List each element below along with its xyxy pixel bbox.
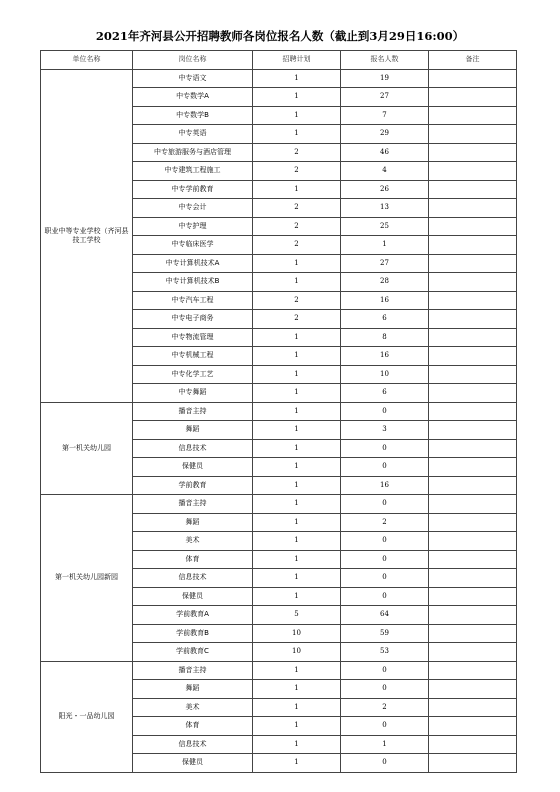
plan-count-cell: 5	[253, 606, 341, 625]
post-name-cell: 中专机械工程	[133, 347, 253, 366]
plan-count-cell: 2	[253, 236, 341, 255]
plan-count-cell: 1	[253, 347, 341, 366]
registration-count-cell: 0	[341, 754, 429, 773]
post-name-cell: 播音主持	[133, 495, 253, 514]
note-cell	[429, 587, 517, 606]
registration-count-cell: 59	[341, 624, 429, 643]
table-row	[41, 402, 517, 421]
note-cell	[429, 328, 517, 347]
post-name-cell: 体育	[133, 550, 253, 569]
note-cell	[429, 88, 517, 107]
header-note: 备注	[429, 51, 517, 70]
note-cell	[429, 217, 517, 236]
registration-count-cell: 16	[341, 347, 429, 366]
note-cell	[429, 717, 517, 736]
unit-name-cell: 第一机关幼儿园新园	[41, 495, 133, 662]
plan-count-cell: 1	[253, 365, 341, 384]
plan-count-cell: 1	[253, 69, 341, 88]
note-cell	[429, 606, 517, 625]
note-cell	[429, 661, 517, 680]
header-unit: 单位名称	[41, 51, 133, 70]
registration-count-cell: 6	[341, 384, 429, 403]
plan-count-cell: 1	[253, 495, 341, 514]
post-name-cell: 舞蹈	[133, 680, 253, 699]
plan-count-cell: 1	[253, 476, 341, 495]
registration-count-cell: 0	[341, 532, 429, 551]
registration-table	[40, 50, 517, 773]
note-cell	[429, 69, 517, 88]
plan-count-cell: 1	[253, 125, 341, 144]
registration-count-cell: 8	[341, 328, 429, 347]
plan-count-cell: 1	[253, 754, 341, 773]
registration-count-cell: 3	[341, 421, 429, 440]
note-cell	[429, 624, 517, 643]
unit-name-cell: 阳光・一品幼儿园	[41, 661, 133, 772]
registration-count-cell: 1	[341, 735, 429, 754]
plan-count-cell: 1	[253, 550, 341, 569]
header-count: 报名人数	[341, 51, 429, 70]
note-cell	[429, 347, 517, 366]
registration-count-cell: 0	[341, 661, 429, 680]
unit-name-cell: 职业中等专业学校（齐河县技工学校	[41, 69, 133, 402]
note-cell	[429, 106, 517, 125]
post-name-cell: 中专汽车工程	[133, 291, 253, 310]
registration-count-cell: 2	[341, 513, 429, 532]
registration-count-cell: 27	[341, 88, 429, 107]
table-row	[41, 495, 517, 514]
post-name-cell: 中专化学工艺	[133, 365, 253, 384]
post-name-cell: 美术	[133, 532, 253, 551]
post-name-cell: 中专临床医学	[133, 236, 253, 255]
header-plan: 招聘计划	[253, 51, 341, 70]
registration-count-cell: 28	[341, 273, 429, 292]
registration-count-cell: 7	[341, 106, 429, 125]
plan-count-cell: 2	[253, 291, 341, 310]
note-cell	[429, 643, 517, 662]
registration-count-cell: 0	[341, 439, 429, 458]
plan-count-cell: 2	[253, 162, 341, 181]
note-cell	[429, 365, 517, 384]
post-name-cell: 学前教育B	[133, 624, 253, 643]
note-cell	[429, 291, 517, 310]
note-cell	[429, 199, 517, 218]
plan-count-cell: 2	[253, 143, 341, 162]
note-cell	[429, 384, 517, 403]
registration-count-cell: 53	[341, 643, 429, 662]
registration-count-cell: 29	[341, 125, 429, 144]
post-name-cell: 学前教育C	[133, 643, 253, 662]
registration-count-cell: 1	[341, 236, 429, 255]
plan-count-cell: 2	[253, 310, 341, 329]
note-cell	[429, 236, 517, 255]
note-cell	[429, 532, 517, 551]
registration-count-cell: 2	[341, 698, 429, 717]
post-name-cell: 学前教育	[133, 476, 253, 495]
post-name-cell: 中专数学A	[133, 88, 253, 107]
note-cell	[429, 421, 517, 440]
note-cell	[429, 550, 517, 569]
note-cell	[429, 439, 517, 458]
note-cell	[429, 273, 517, 292]
registration-count-cell: 0	[341, 569, 429, 588]
registration-count-cell: 4	[341, 162, 429, 181]
plan-count-cell: 1	[253, 569, 341, 588]
registration-count-cell: 0	[341, 402, 429, 421]
plan-count-cell: 1	[253, 88, 341, 107]
post-name-cell: 信息技术	[133, 569, 253, 588]
note-cell	[429, 680, 517, 699]
plan-count-cell: 2	[253, 199, 341, 218]
post-name-cell: 中专旅游服务与酒店管理	[133, 143, 253, 162]
post-name-cell: 舞蹈	[133, 513, 253, 532]
plan-count-cell: 10	[253, 624, 341, 643]
note-cell	[429, 310, 517, 329]
post-name-cell: 信息技术	[133, 439, 253, 458]
note-cell	[429, 476, 517, 495]
note-cell	[429, 569, 517, 588]
plan-count-cell: 1	[253, 532, 341, 551]
post-name-cell: 舞蹈	[133, 421, 253, 440]
plan-count-cell: 1	[253, 402, 341, 421]
plan-count-cell: 1	[253, 254, 341, 273]
post-name-cell: 保健员	[133, 754, 253, 773]
post-name-cell: 播音主持	[133, 661, 253, 680]
plan-count-cell: 1	[253, 680, 341, 699]
page-title: 2021年齐河县公开招聘教师各岗位报名人数（截止到3月29日16:00）	[95, 29, 465, 43]
post-name-cell: 中专英语	[133, 125, 253, 144]
note-cell	[429, 180, 517, 199]
registration-count-cell: 0	[341, 458, 429, 477]
registration-count-cell: 0	[341, 587, 429, 606]
registration-count-cell: 16	[341, 476, 429, 495]
plan-count-cell: 1	[253, 421, 341, 440]
note-cell	[429, 143, 517, 162]
post-name-cell: 中专计算机技术A	[133, 254, 253, 273]
post-name-cell: 中专建筑工程施工	[133, 162, 253, 181]
note-cell	[429, 162, 517, 181]
post-name-cell: 中专舞蹈	[133, 384, 253, 403]
post-name-cell: 中专学前教育	[133, 180, 253, 199]
plan-count-cell: 1	[253, 717, 341, 736]
note-cell	[429, 513, 517, 532]
registration-count-cell: 13	[341, 199, 429, 218]
post-name-cell: 中专语文	[133, 69, 253, 88]
post-name-cell: 体育	[133, 717, 253, 736]
registration-count-cell: 0	[341, 717, 429, 736]
post-name-cell: 播音主持	[133, 402, 253, 421]
registration-count-cell: 0	[341, 680, 429, 699]
post-name-cell: 保健员	[133, 587, 253, 606]
plan-count-cell: 1	[253, 698, 341, 717]
post-name-cell: 中专电子商务	[133, 310, 253, 329]
unit-name-cell: 第一机关幼儿园	[41, 402, 133, 495]
plan-count-cell: 10	[253, 643, 341, 662]
registration-count-cell: 0	[341, 495, 429, 514]
post-name-cell: 中专物流管理	[133, 328, 253, 347]
plan-count-cell: 1	[253, 458, 341, 477]
plan-count-cell: 1	[253, 384, 341, 403]
note-cell	[429, 698, 517, 717]
plan-count-cell: 1	[253, 587, 341, 606]
registration-count-cell: 46	[341, 143, 429, 162]
post-name-cell: 美术	[133, 698, 253, 717]
registration-count-cell: 26	[341, 180, 429, 199]
post-name-cell: 中专护理	[133, 217, 253, 236]
plan-count-cell: 1	[253, 661, 341, 680]
plan-count-cell: 1	[253, 735, 341, 754]
table-row	[41, 661, 517, 680]
post-name-cell: 信息技术	[133, 735, 253, 754]
registration-count-cell: 64	[341, 606, 429, 625]
table-row	[41, 69, 517, 88]
plan-count-cell: 1	[253, 273, 341, 292]
registration-count-cell: 19	[341, 69, 429, 88]
registration-count-cell: 16	[341, 291, 429, 310]
plan-count-cell: 1	[253, 513, 341, 532]
plan-count-cell: 2	[253, 217, 341, 236]
table-body	[41, 69, 517, 772]
note-cell	[429, 402, 517, 421]
post-name-cell: 中专计算机技术B	[133, 273, 253, 292]
registration-count-cell: 10	[341, 365, 429, 384]
post-name-cell: 中专数学B	[133, 106, 253, 125]
note-cell	[429, 254, 517, 273]
note-cell	[429, 125, 517, 144]
header-post: 岗位名称	[133, 51, 253, 70]
post-name-cell: 保健员	[133, 458, 253, 477]
note-cell	[429, 735, 517, 754]
plan-count-cell: 1	[253, 180, 341, 199]
table-header-row	[41, 51, 517, 70]
plan-count-cell: 1	[253, 439, 341, 458]
registration-count-cell: 0	[341, 550, 429, 569]
post-name-cell: 中专会计	[133, 199, 253, 218]
registration-count-cell: 25	[341, 217, 429, 236]
note-cell	[429, 495, 517, 514]
post-name-cell: 学前教育A	[133, 606, 253, 625]
note-cell	[429, 754, 517, 773]
plan-count-cell: 1	[253, 328, 341, 347]
note-cell	[429, 458, 517, 477]
registration-count-cell: 27	[341, 254, 429, 273]
registration-count-cell: 6	[341, 310, 429, 329]
plan-count-cell: 1	[253, 106, 341, 125]
